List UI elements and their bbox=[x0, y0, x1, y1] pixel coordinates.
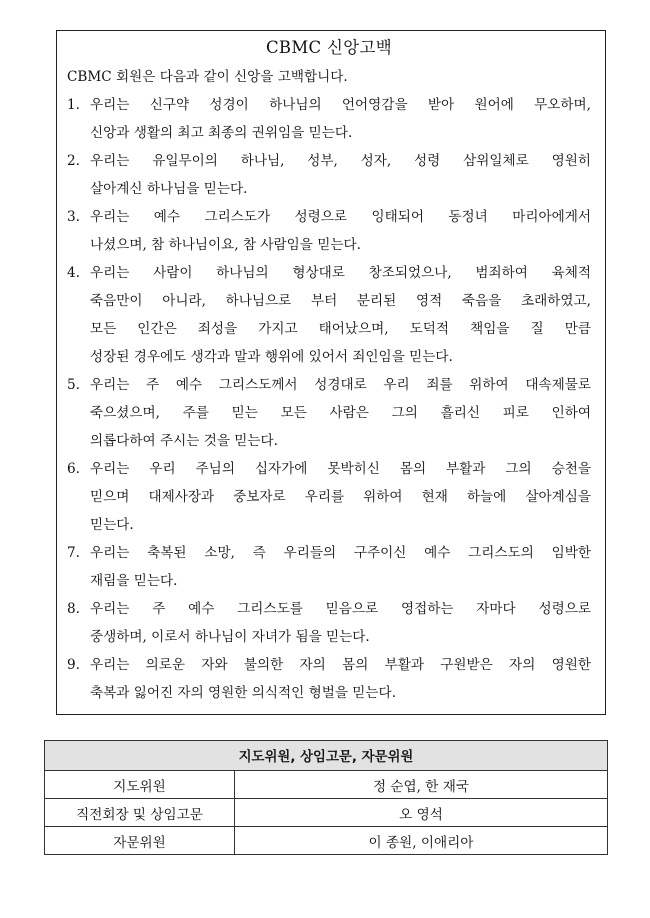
officer-role: 지도위원 bbox=[45, 771, 235, 799]
creed-box bbox=[56, 30, 606, 715]
creed-item bbox=[67, 455, 591, 539]
creed-item bbox=[67, 371, 591, 455]
creed-item-line: 성장된 경우에도 생각과 말과 행위에 있어서 죄인임을 믿는다. bbox=[90, 349, 453, 365]
creed-item-number: 8. bbox=[67, 601, 80, 617]
creed-item-line: 의롭다하여 주시는 것을 믿는다. bbox=[90, 433, 278, 449]
creed-title: CBMC 신앙고백 bbox=[266, 38, 392, 57]
creed-item-number: 3. bbox=[67, 209, 80, 225]
creed-item bbox=[67, 91, 591, 147]
officers-header: 지도위원, 상임고문, 자문위원 bbox=[45, 741, 608, 771]
creed-intro: CBMC 회원은 다음과 같이 신앙을 고백합니다. bbox=[67, 69, 348, 85]
creed-item-number: 7. bbox=[67, 545, 80, 561]
officers-row bbox=[45, 827, 608, 855]
officer-names: 정 순엽, 한 재국 bbox=[235, 771, 608, 799]
creed-item-line: 죽음만이 아니라, 하나님으로 부터 분리된 영적 죽음을 초래하였고, bbox=[90, 293, 591, 309]
creed-item-line: 나셨으며, 참 하나님이요, 참 사람임을 믿는다. bbox=[90, 237, 361, 253]
creed-item-line: 모든 인간은 죄성을 가지고 태어났으며, 도덕적 책임을 질 만큼 bbox=[90, 321, 591, 337]
creed-item-number: 2. bbox=[67, 153, 80, 169]
creed-item-line: 재림을 믿는다. bbox=[90, 573, 178, 589]
officers-row bbox=[45, 799, 608, 827]
creed-item-number: 9. bbox=[67, 657, 80, 673]
officers-header-row bbox=[45, 741, 608, 771]
creed-list bbox=[67, 91, 591, 707]
creed-item bbox=[67, 259, 591, 371]
officer-names: 이 종원, 이애리아 bbox=[235, 827, 608, 855]
creed-item bbox=[67, 539, 591, 595]
creed-item bbox=[67, 147, 591, 203]
creed-item-line: 신앙과 생활의 최고 최종의 권위임을 믿는다. bbox=[90, 125, 353, 141]
creed-item-number: 1. bbox=[67, 97, 80, 113]
creed-item bbox=[67, 651, 591, 707]
creed-item-line: 우리는 주 예수 그리스도께서 성경대로 우리 죄를 위하여 대속제물로 bbox=[90, 377, 591, 393]
creed-item-number: 5. bbox=[67, 377, 80, 393]
creed-item-line: 죽으셨으며, 주를 믿는 모든 사람은 그의 흘리신 피로 인하여 bbox=[90, 405, 591, 421]
officers-table bbox=[44, 740, 608, 855]
creed-item-line: 믿으며 대제사장과 중보자로 우리를 위하여 현재 하늘에 살아계심을 bbox=[90, 489, 591, 505]
creed-item-line: 우리는 우리 주님의 십자가에 못박히신 몸의 부활과 그의 승천을 bbox=[90, 461, 591, 477]
creed-item-line: 우리는 주 예수 그리스도를 믿음으로 영접하는 자마다 성령으로 bbox=[90, 601, 591, 617]
officer-role: 자문위원 bbox=[45, 827, 235, 855]
creed-item bbox=[67, 203, 591, 259]
officers-row bbox=[45, 771, 608, 799]
creed-item-line: 축복과 잃어진 자의 영원한 의식적인 형벌을 믿는다. bbox=[90, 685, 397, 701]
creed-item-number: 6. bbox=[67, 461, 80, 477]
creed-item-line: 우리는 유일무이의 하나님, 성부, 성자, 성령 삼위일체로 영원히 bbox=[90, 153, 591, 169]
creed-item-line: 중생하며, 이로서 하나님이 자녀가 됨을 믿는다. bbox=[90, 629, 370, 645]
officer-names: 오 영석 bbox=[235, 799, 608, 827]
creed-item-line: 우리는 의로운 자와 불의한 자의 몸의 부활과 구원받은 자의 영원한 bbox=[90, 657, 591, 673]
officer-role: 직전회장 및 상임고문 bbox=[45, 799, 235, 827]
creed-item-line: 살아계신 하나님을 믿는다. bbox=[90, 181, 248, 197]
creed-item-line: 우리는 축복된 소망, 즉 우리들의 구주이신 예수 그리스도의 임박한 bbox=[90, 545, 591, 561]
creed-item-number: 4. bbox=[67, 265, 80, 281]
creed-item bbox=[67, 595, 591, 651]
creed-item-line: 믿는다. bbox=[90, 517, 134, 533]
creed-item-line: 우리는 신구약 성경이 하나님의 언어영감을 받아 원어에 무오하며, bbox=[90, 97, 591, 113]
creed-item-line: 우리는 사람이 하나님의 형상대로 창조되었으나, 범죄하여 육체적 bbox=[90, 265, 591, 281]
creed-item-line: 우리는 예수 그리스도가 성령으로 잉태되어 동정녀 마리아에게서 bbox=[90, 209, 591, 225]
